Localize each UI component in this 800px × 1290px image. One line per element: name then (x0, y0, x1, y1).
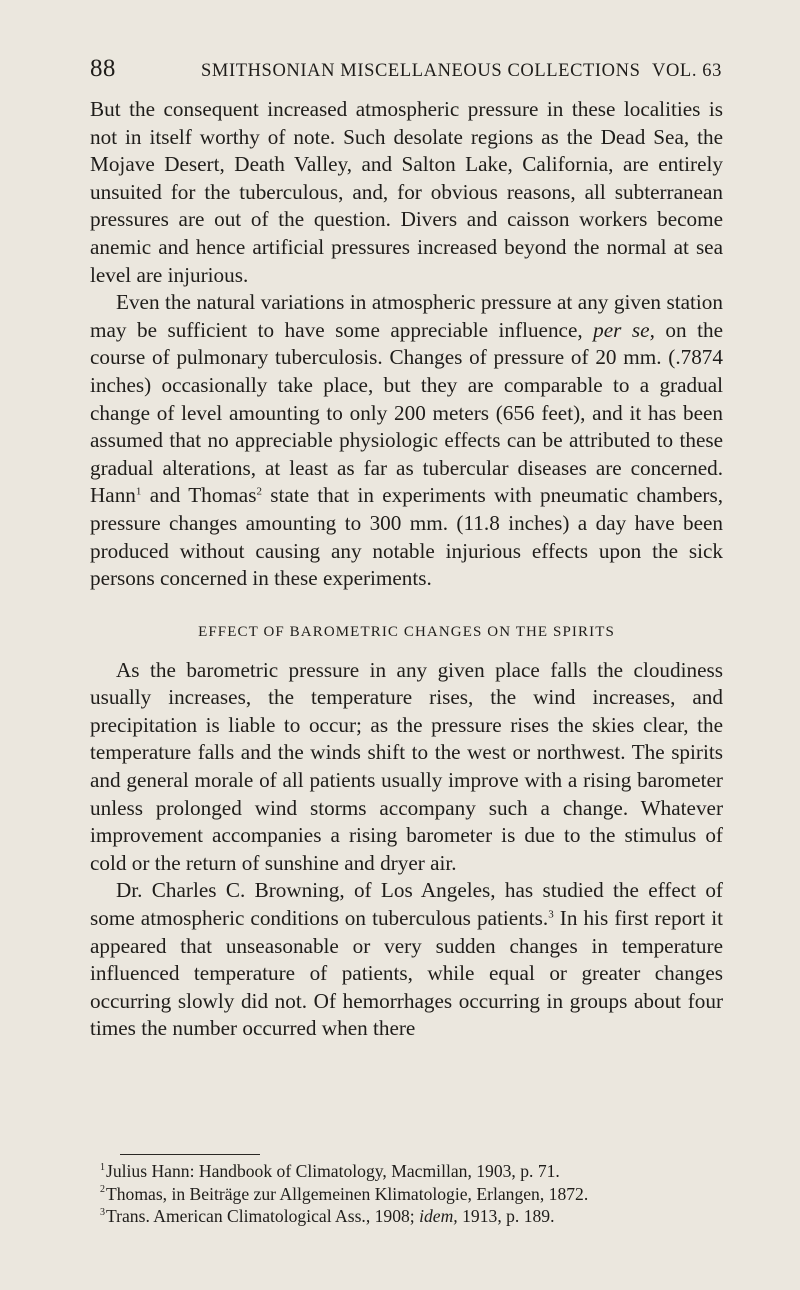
footnote-3-italic: idem, (419, 1206, 458, 1226)
paragraph-1: But the consequent increased atmospheric pressure in these localities is not in itself worthy of note. Such desolate regions as the Dead Sea, the Mojave Desert, Death Valley, and Salton Lake, California, are entirely unsuited for the tuberculous, and, for obvious reasons, all subterranean pressures are out of the question. Divers and caisson workers become anemic and hence artificial pressures increased beyond the normal at sea level are injurious. (90, 97, 723, 287)
section-heading: EFFECT OF BAROMETRIC CHANGES ON THE SPIRITS (198, 623, 615, 640)
paragraph-4-text-b: In his first report it appeared that unseasonable or very sudden changes in temperature influenced temperature of patients, while equal or greater changes occurring slowly did not. Of hemorrhages occurring in groups about four times the number occurred when there (90, 906, 723, 1041)
footnote-ref-1: 1 (135, 485, 142, 498)
paragraph-3: As the barometric pressure in any given place falls the cloudiness usually increases, the temperature rises, the wind increases, and precipitation is liable to occur; as the pressure rises the skies clear, the temperature falls and the winds shift to the west or northwest. The spirits and general morale of all patients usually improve with a rising barometer unless prolonged wind storms accompany such a change. Whatever improvement accompanies a rising barometer is due to the stimulus of cold or the return of sunshine and dryer air. (90, 657, 723, 875)
paragraph-2-text-a: Even the natural variations in atmospheric pressure at any given station may be sufficient to have some appreciable influence, (90, 290, 723, 342)
paragraph-4 (90, 877, 723, 1043)
footnote-mark-3: 3 (100, 1206, 105, 1218)
volume-label: VOL. 63 (652, 61, 722, 81)
running-head (90, 54, 722, 84)
footnote-2-text: Thomas, in Beiträge zur Allgemeinen Klimatologie, Erlangen, 1872. (106, 1183, 589, 1204)
footnote-ref-3: 3 (548, 908, 554, 921)
footnote-3-text-a: Trans. American Climatological Ass., 1908; (106, 1206, 415, 1226)
footnotes (100, 1160, 720, 1228)
page-number: 88 (90, 55, 116, 82)
footnote-2 (100, 1183, 720, 1206)
body-text (90, 96, 723, 1043)
paragraph-2-italic: per se, (593, 317, 655, 342)
footnote-ref-2: 2 (256, 485, 262, 498)
footnote-3-text-b: 1913, p. 189. (462, 1206, 555, 1226)
paragraph-2-text-c: and Thomas (149, 483, 257, 508)
footnote-mark-2: 2 (100, 1184, 105, 1195)
footnote-3 (100, 1205, 720, 1228)
paragraph-2-text-d: state that in experiments with pneumatic chambers, pressure changes amounting to 300 mm. (11.8 inches) a day have been produced without causing any notable injurious effects upon the sick persons concerned in these experiments. (90, 483, 724, 591)
footnote-1-text: Julius Hann: Handbook of Climatology, Macmillan, 1903, p. 71. (106, 1161, 560, 1181)
publication-title: SMITHSONIAN MISCELLANEOUS COLLECTIONS (201, 61, 641, 81)
footnote-1 (100, 1160, 720, 1183)
paragraph-4-text-a: Dr. Charles C. Browning, of Los Angeles, has studied the effect of some atmospheric conditions on tuberculous patients. (90, 878, 723, 931)
paragraph-2-text-b: on the course of pulmonary tuberculosis. Changes of pressure of 20 mm. (.7874 inches) occasionally take place, but they are comparable to a gradual change of level amounting to only 200 meters (656 feet), and it has been assumed that no appreciable physiologic effects can be attributed to these gradual alterations, at least as far as tubercular diseases are concerned. Hann (90, 317, 723, 508)
paragraph-2 (90, 289, 723, 593)
footnote-mark-1: 1 (100, 1161, 105, 1173)
footnote-divider (120, 1154, 260, 1155)
